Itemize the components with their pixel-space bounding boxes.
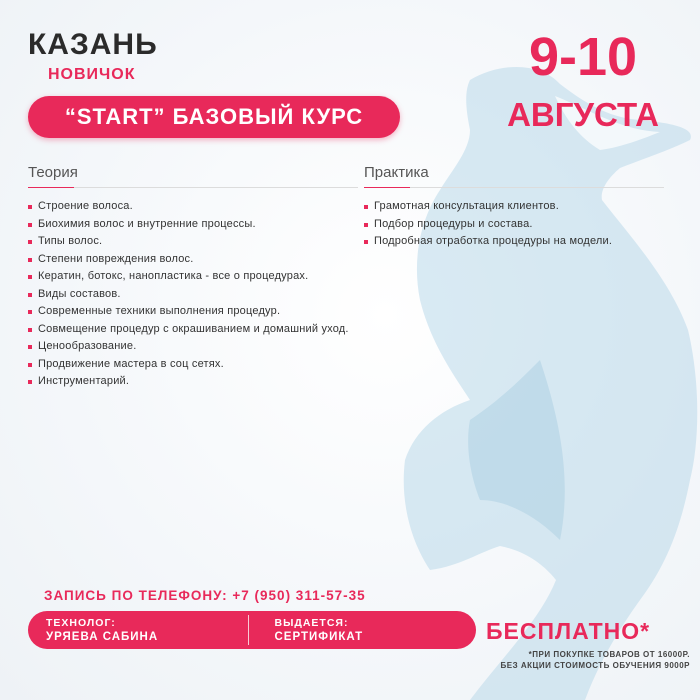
info-bar bbox=[28, 611, 476, 649]
list-item: Совмещение процедур с окрашиванием и домашний уход. bbox=[28, 321, 358, 339]
technologist-cell bbox=[28, 616, 248, 645]
promo-note-line1: *ПРИ ПОКУПКЕ ТОВАРОВ ОТ 16000Р. bbox=[528, 650, 690, 659]
list-item: Строение волоса. bbox=[28, 198, 358, 216]
technologist-name: УРЯЕВА САБИНА bbox=[46, 630, 159, 643]
certificate-cell bbox=[249, 616, 477, 645]
list-item: Типы волос. bbox=[28, 233, 358, 251]
free-label: БЕСПЛАТНО* bbox=[486, 618, 651, 644]
practice-title: Практика bbox=[364, 164, 429, 181]
level-label: НОВИЧОК bbox=[48, 66, 136, 83]
course-title: “START” БАЗОВЫЙ КУРС bbox=[64, 104, 364, 129]
city-title: КАЗАНЬ bbox=[28, 28, 158, 61]
course-title-pill bbox=[28, 96, 400, 138]
issued-value: СЕРТИФИКАТ bbox=[274, 630, 364, 643]
list-item: Инструментарий. bbox=[28, 373, 358, 391]
promo-note-line2: БЕЗ АКЦИИ СТОИМОСТЬ ОБУЧЕНИЯ 9000Р bbox=[500, 661, 690, 670]
phone-signup[interactable]: ЗАПИСЬ ПО ТЕЛЕФОНУ: +7 (950) 311-57-35 bbox=[44, 588, 366, 603]
technologist-label: ТЕХНОЛОГ: bbox=[46, 616, 116, 629]
list-item: Подбор процедуры и состава. bbox=[364, 216, 664, 234]
practice-list bbox=[364, 198, 664, 251]
list-item: Виды составов. bbox=[28, 286, 358, 304]
theory-title: Теория bbox=[28, 164, 78, 181]
list-item: Степени повреждения волос. bbox=[28, 251, 358, 269]
practice-divider bbox=[364, 187, 664, 188]
list-item: Биохимия волос и внутренние процессы. bbox=[28, 216, 358, 234]
list-item: Ценообразование. bbox=[28, 338, 358, 356]
list-item: Грамотная консультация клиентов. bbox=[364, 198, 664, 216]
date-days: 9-10 bbox=[528, 27, 638, 87]
list-item: Продвижение мастера в соц сетях. bbox=[28, 356, 358, 374]
issued-label: ВЫДАЕТСЯ: bbox=[274, 616, 349, 629]
date-month: АВГУСТА bbox=[507, 96, 659, 133]
list-item: Современные техники выполнения процедур. bbox=[28, 303, 358, 321]
list-item: Подробная отработка процедуры на модели. bbox=[364, 233, 664, 251]
theory-section bbox=[28, 164, 358, 391]
theory-divider bbox=[28, 187, 358, 188]
theory-list bbox=[28, 198, 358, 391]
practice-section bbox=[364, 164, 664, 251]
list-item: Кератин, ботокс, нанопластика - все о процедурах. bbox=[28, 268, 358, 286]
silhouette-shape bbox=[404, 67, 698, 700]
